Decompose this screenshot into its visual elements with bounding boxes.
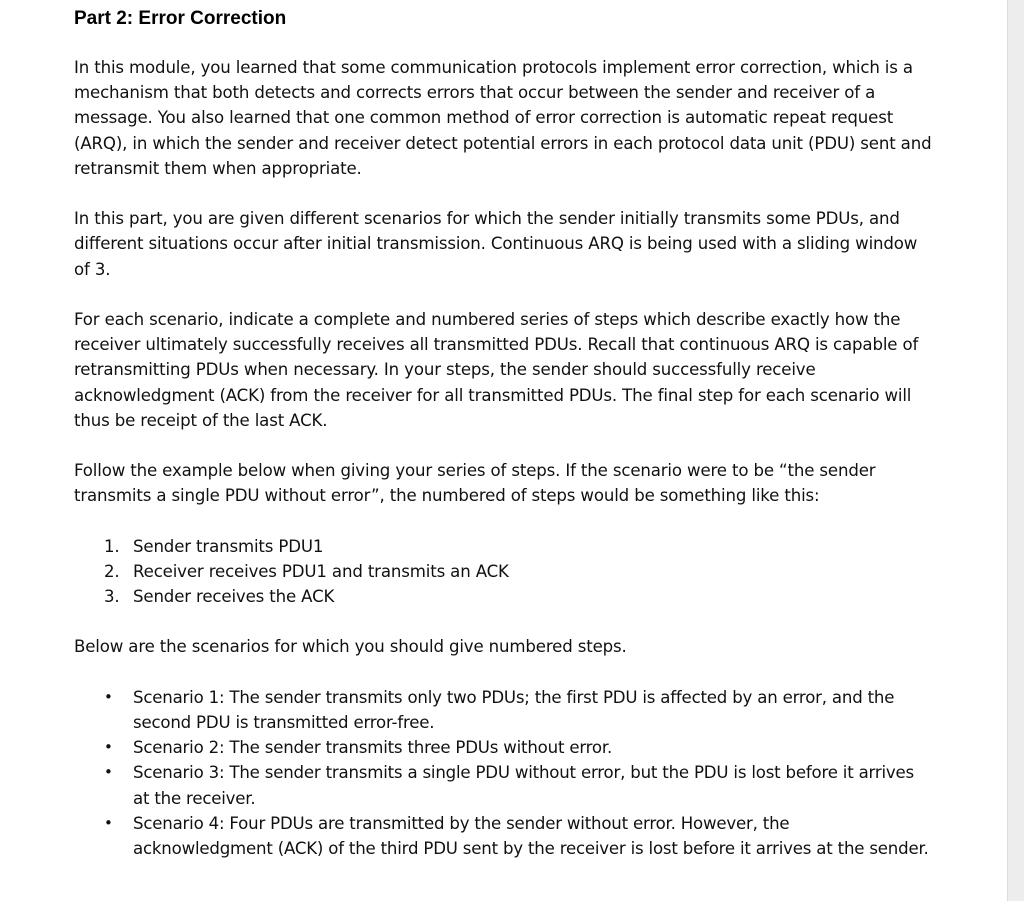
paragraph-scenarios-intro: Below are the scenarios for which you should give numbered steps.	[74, 637, 627, 657]
bullet-icon: •	[104, 813, 113, 832]
scenario-item	[104, 685, 934, 735]
section-heading: Part 2: Error Correction	[74, 8, 287, 29]
step-text: Sender receives the ACK	[133, 587, 335, 607]
scenario-text: Scenario 3: The sender transmits a single PDU without error, but the PDU is lost before it arrives at the receiver.	[133, 763, 914, 808]
document-content	[74, 6, 934, 861]
scenario-text: Scenario 2: The sender transmits three PDUs without error.	[133, 738, 613, 758]
example-step	[104, 534, 934, 559]
bullet-icon: •	[104, 687, 113, 706]
step-number: 1.	[104, 536, 120, 556]
step-number: 3.	[104, 587, 120, 607]
example-step	[104, 584, 934, 609]
step-text: Receiver receives PDU1 and transmits an ACK	[133, 562, 509, 581]
paragraph-example-intro: Follow the example below when giving your series of steps. If the scenario were to be “the sender transmits a single PDU without error”, the numbered of steps would be something like this:	[74, 461, 876, 506]
paragraph-intro: In this module, you learned that some communication protocols implement error correction, which is a mechanism that both detects and corrects errors that occur between the sender and receiver of a message. You also learned that one common method of error correction is automatic repeat request (ARQ), in which the sender and receiver detect potential errors in each protocol data unit (PDU) sent and retransmit them when appropriate.	[74, 58, 932, 178]
bullet-icon: •	[104, 738, 113, 757]
scenario-list	[74, 685, 934, 861]
scenario-text: Scenario 1: The sender transmits only two PDUs; the first PDU is affected by an error, and the second PDU is transmitted error-free.	[133, 687, 895, 732]
scenario-item	[104, 760, 934, 810]
scenario-item	[104, 811, 934, 861]
step-number: 2.	[104, 562, 120, 581]
bullet-icon: •	[104, 763, 113, 782]
vertical-scrollbar[interactable]	[1007, 0, 1024, 901]
paragraph-instructions: For each scenario, indicate a complete and numbered series of steps which describe exactly how the receiver ultimately successfully receives all transmitted PDUs. Recall that continuous ARQ is capable of retransmitting PDUs when necessary. In your steps, the sender should successfully receive acknowledgment (ACK) from the receiver for all transmitted PDUs. The final step for each scenario will thus be receipt of the last ACK.	[74, 310, 919, 430]
example-steps-list	[74, 534, 934, 610]
example-step	[104, 559, 934, 584]
step-text: Sender transmits PDU1	[133, 536, 324, 556]
scenario-text: Scenario 4: Four PDUs are transmitted by the sender without error. However, the acknowledgment (ACK) of the third PDU sent by the receiver is lost before it arrives at the sender.	[133, 813, 929, 859]
scenario-item	[104, 735, 934, 760]
paragraph-part-description: In this part, you are given different scenarios for which the sender initially transmits some PDUs, and different situations occur after initial transmission. Continuous ARQ is being used with a sliding window of 3.	[74, 209, 918, 279]
